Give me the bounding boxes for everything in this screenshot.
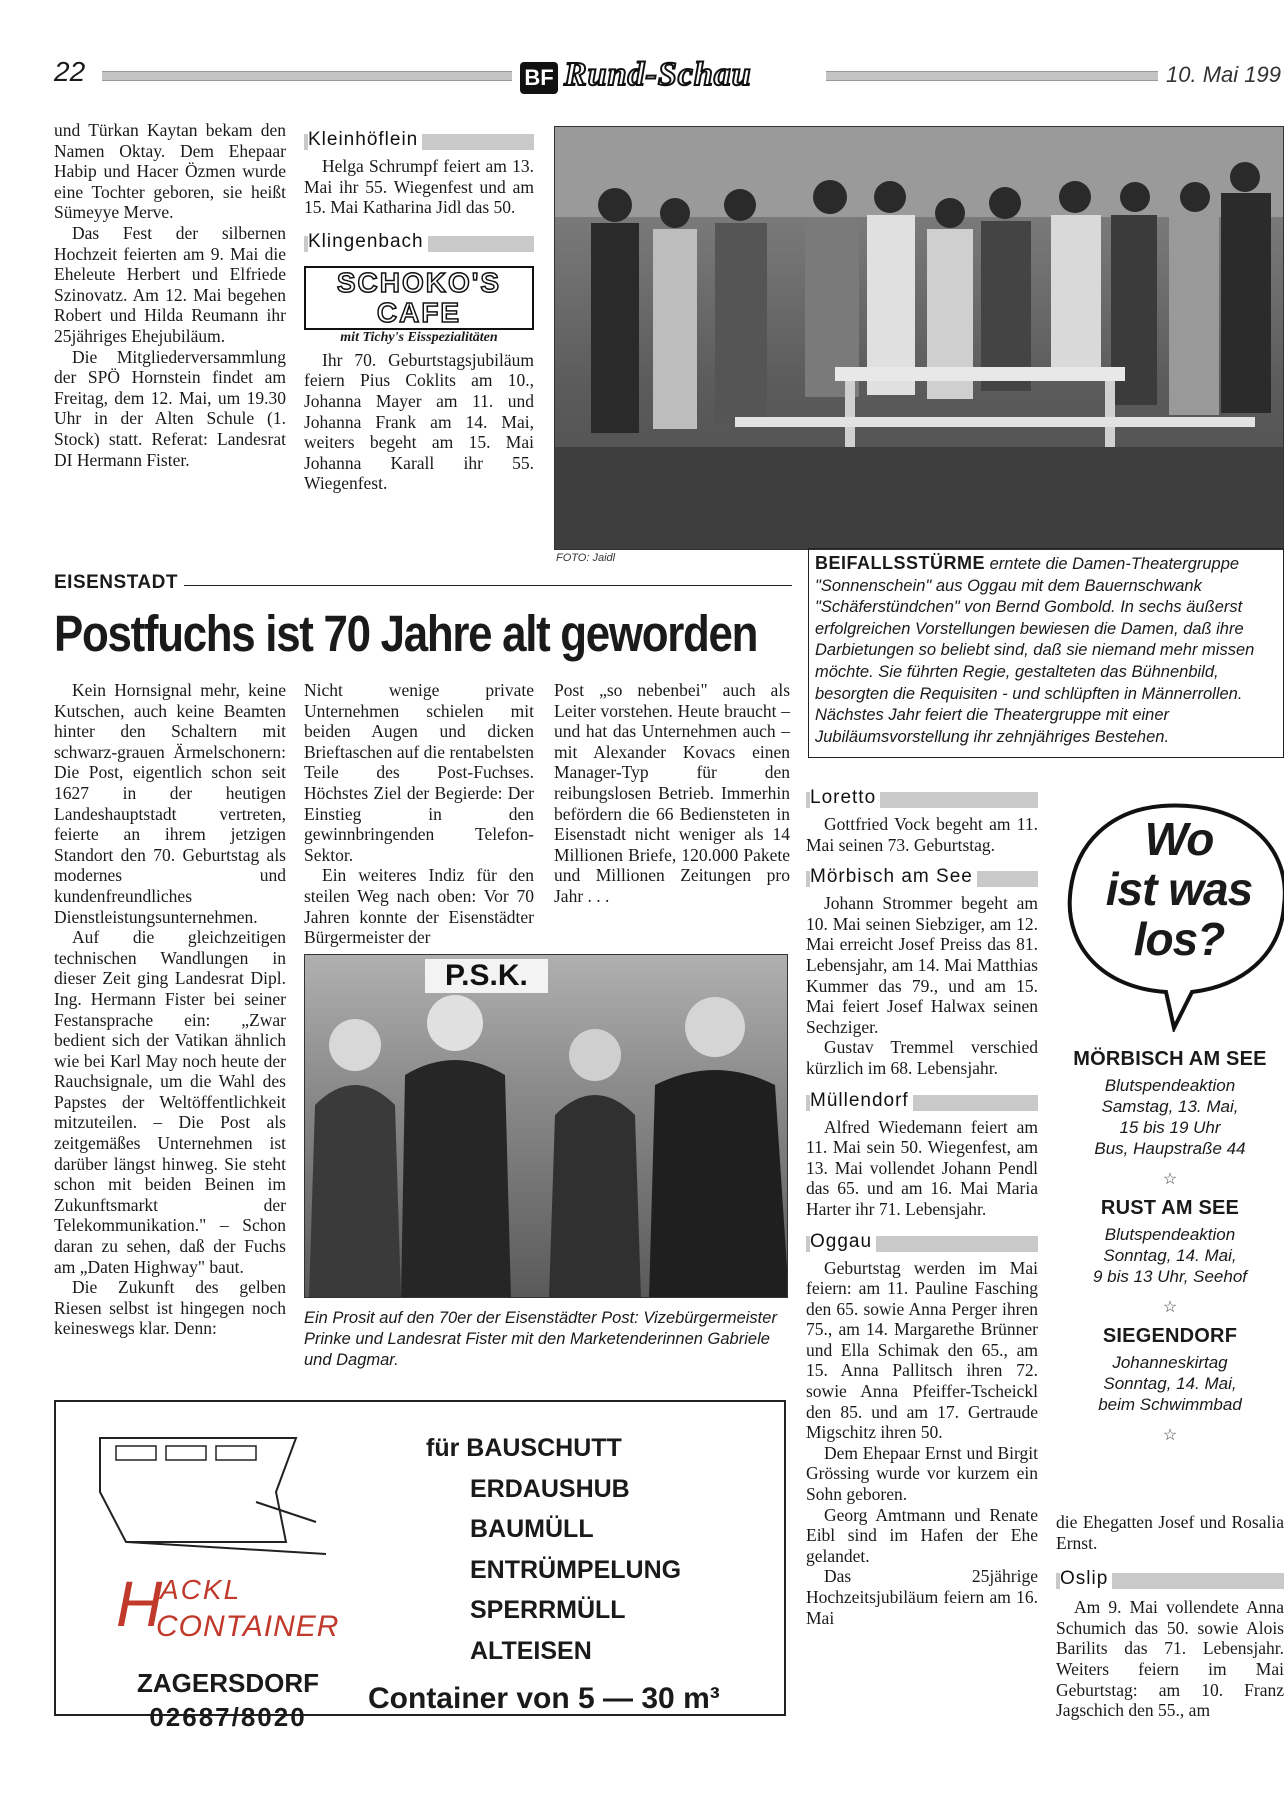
paragraph: Das 25jährige Hochzeitsjubiläum feiern am 16. Mai (806, 1566, 1038, 1628)
photo-sign: P.S.K. (425, 959, 548, 993)
paragraph: Alfred Wiedemann feiert am 11. Mai sein 50. Wiegenfest, am 13. Mai vollendet Johann Pendl das 65. und am 16. Mai Maria Harter ihr 71. Lebensjahr. (806, 1116, 1038, 1219)
paragraph: Gustav Tremmel verschied kürzlich im 68. Lebensjahr. (806, 1037, 1038, 1078)
article-col2 (304, 680, 534, 948)
paragraph: die Ehegatten Josef und Rosalia Ernst. (1056, 1512, 1284, 1553)
event-line: Sonntag, 14. Mai, (1103, 1246, 1237, 1265)
paragraph: Nicht wenige private Unternehmen schielen mit beiden Augen und dicken Brieftaschen auf die rentabelsten Teile des Post-Fuchses. Höchstes Ziel der Begierde: Der Einstieg in den gewinnbringenden Telefon-Sektor. (304, 680, 534, 865)
bf-logo: BF (520, 62, 558, 94)
page-number: 22 (54, 56, 86, 87)
paragraph: Gottfried Vock begeht am 11. Mai seinen 73. Geburtstag. (806, 814, 1038, 855)
article-kicker: EISENSTADT (54, 572, 184, 594)
star-separator-icon: ☆ (1162, 1171, 1178, 1188)
logo-line1: ACKL (160, 1574, 242, 1605)
section-heading-moerbisch: Mörbisch am See (806, 865, 1038, 887)
event-item (1056, 1048, 1284, 1159)
kicker-rule (160, 585, 792, 586)
theater-caption (815, 553, 1277, 748)
event-line: Johanneskirtag (1112, 1353, 1228, 1372)
service-item: ERDAUSHUB (470, 1474, 630, 1503)
paragraph: Post „so nebenbei" auch als Leiter vorstehen. Heute braucht – und hat das Unternehmen auch – mit Alexander Kovacs einen Manager-Typ für den reibungslosen Betrieb. Immerhin befördern die 66 Bediensteten in Eisenstadt nicht weniger als 14 Millionen Briefe, 120.000 Pakete und Millionen Zeitungen pro Jahr . . . (554, 680, 790, 906)
bubble-text (1076, 814, 1282, 964)
paragraph: Die Zukunft des gelben Riesen selbst ist hingegen noch keineswegs klar. Denn: (54, 1277, 286, 1339)
issue-date: 10. Mai 199 (1166, 62, 1281, 87)
ad-title: SCHOKO'S CAFE (336, 266, 502, 328)
paragraph: Geburtstag werden im Mai feiern: am 11. Pauline Fasching den 65. sowie Anna Perger ihren 75., am 14. Margarethe Brünner und Ella Schimak den 65., am 15. Anna Pallitsch ihren 72. sowie Anna Pfeiffer-Tscheickl den 85. und am 17. Gertraude Migschitz ihren 50. (806, 1257, 1038, 1443)
paragraph: Kein Hornsignal mehr, keine Kutschen, auch keine Beamten hinter den Schaltern mit schwarz-grauen Ärmelschonern: Die Post, eigentlich schon seit 1627 in der heutigen Landeshauptstadt vertreten, feierte an ihrem jetzigen Standort den 70. Geburtstag als modernes und kundenfreundliches Dienstleistungsunternehmen. (54, 680, 286, 927)
event-line: Blutspendeaktion (1104, 1225, 1236, 1244)
hackl-logo (116, 1568, 366, 1652)
paragraph: Auf die gleichzeitigen technischen Wandlungen in dieser Zeit ging Landesrat Dipl. Ing. Hermann Fister bei seiner Festansprache ein: „Zwar bedient sich der Vatikan ähnlich wie bei Karl May noch heute der Rauchsignale, um die Wahl des Papstes der Weltöffentlichkeit mitzuteilen. – Die Post als zeitgemäßes Unternehmen ist darüber längst hinweg. Sie steht schon mit beiden Beinen im Zukunftsmarkt der Telekommunikation." – Schon daran zu sehen, daß der Fuchs am „Daten Highway" baut. (54, 927, 286, 1277)
logo-initial: H (116, 1568, 163, 1640)
service-item: für BAUSCHUTT (426, 1434, 622, 1462)
service-item: BAUMÜLL (470, 1515, 594, 1543)
paragraph: und Türkan Kaytan bekam den Namen Oktay. Dem Ehepaar Habip und Hacer Özmen wurde eine Tochter geboren, sie heißt Sümeyye Merve. (54, 120, 286, 223)
schoko-cafe-ad (304, 266, 534, 345)
post-photo-caption: Ein Prosit auf den 70er der Eisenstädter Post: Vizebürgermeister Prinke und Landesrat Fister mit den Marketenderinnen Gabriele und Dagmar. (304, 1309, 777, 1369)
star-separator-icon: ☆ (1162, 1427, 1178, 1444)
article-col3 (554, 680, 790, 907)
event-line: Blutspendeaktion (1104, 1076, 1236, 1095)
event-item (1056, 1325, 1284, 1415)
ad-subtitle: mit Tichy's Eisspezialitäten (340, 329, 498, 345)
event-line: Bus, Haupstraße 44 (1094, 1139, 1246, 1158)
caption-lead: BEIFALLSSTÜRME (815, 553, 986, 573)
masthead-logo (520, 58, 820, 100)
container-truck-icon (96, 1432, 336, 1562)
service-item: ENTRÜMPELUNG (470, 1555, 682, 1584)
ad-services (426, 1428, 681, 1671)
bubble-line: ist was (1105, 863, 1253, 915)
section-heading-muellendorf: Müllendorf (806, 1089, 1038, 1111)
hackl-container-ad (54, 1400, 786, 1732)
event-place: RUST AM SEE (1100, 1197, 1240, 1219)
event-line: Sonntag, 14. Mai, (1103, 1374, 1237, 1393)
post-anniversary-photo (304, 954, 788, 1298)
service-item: SPERRMÜLL (470, 1596, 626, 1624)
wo-ist-was-los-bubble (1062, 796, 1284, 1032)
event-line: 9 bis 13 Uhr, Seehof (1092, 1267, 1248, 1286)
article-headline: Postfuchs ist 70 Jahre alt geworden (54, 605, 758, 662)
section-name: Rund-Schau (564, 56, 752, 93)
masthead-rule-right (826, 71, 1158, 81)
service-item: ALTEISEN (470, 1636, 592, 1665)
col5-tail (1056, 1512, 1284, 1721)
masthead-rule-left (102, 71, 512, 81)
logo-line2: CONTAINER (156, 1610, 340, 1643)
paragraph: Das Fest der silbernen Hochzeit feierten am 9. Mai die Eheleute Herbert und Elfriede Szinovatz. Am 12. Mai begehen Robert und Hilda Reumann ihr 25jähriges Ehejubiläum. (54, 222, 286, 346)
bubble-line: los? (1133, 913, 1225, 965)
section-heading-klingenbach: Klingenbach (304, 230, 534, 252)
section-heading-loretto: Loretto (806, 786, 1038, 808)
paragraph: Helga Schrumpf feiert am 13. Mai ihr 55. Wiegenfest und am 15. Mai Katharina Jidl das 50. (304, 156, 534, 218)
bubble-line: Wo (1144, 813, 1214, 865)
ad-phone: 02687/8020 (149, 1702, 307, 1732)
theater-photo-illustration (555, 127, 1284, 550)
event-line: Samstag, 13. Mai, (1101, 1097, 1239, 1116)
event-item (1056, 1197, 1284, 1287)
post-photo-illustration (305, 955, 788, 1298)
event-place: SIEGENDORF (1102, 1325, 1238, 1347)
photo-credit: FOTO: Jaidl (556, 552, 616, 564)
section-heading-oggau: Oggau (806, 1230, 1038, 1252)
article-col1 (54, 680, 286, 1339)
section-heading-oslip: Oslip (1056, 1567, 1284, 1589)
paragraph: Georg Amtmann und Renate Eibl sind im Hafen der Ehe gelandet. (806, 1504, 1038, 1566)
col2-top (304, 128, 534, 494)
section-heading-kleinhoflein: Kleinhöflein (304, 128, 534, 150)
paragraph: Die Mitgliederversammlung der SPÖ Hornstein findet am Freitag, dem 12. Mai, um 19.30 Uhr in der Alten Schule (1. Stock) statt. Referat: Landesrat DI Hermann Fister. (54, 346, 286, 470)
events-list (1056, 1048, 1284, 1445)
ad-town: ZAGERSDORF (137, 1668, 319, 1698)
paragraph: Ein weiteres Indiz für den steilen Weg nach oben: Vor 70 Jahren konnte der Eisenstädter Bürgermeister der (304, 865, 534, 948)
ad-container-size: Container von 5 — 30 m³ (368, 1682, 720, 1715)
col4-local-news (806, 786, 1038, 1628)
paragraph: Am 9. Mai vollendete Anna Schumich das 50. sowie Alois Barilits das 71. Lebensjahr. Weiters feiern im Mai Geburtstag: am 10. Franz Jagschich den 55., am (1056, 1597, 1284, 1721)
theater-group-photo (554, 126, 1284, 550)
star-separator-icon: ☆ (1162, 1299, 1178, 1316)
caption-text: erntete die Damen-Theatergruppe "Sonnenschein" aus Oggau mit dem Bauernschwank "Schäferstündchen" von Bernd Gombold. In sechs äußerst erfolgreichen Vorstellungen bewiesen die Damen, daß ihre Darbietungen so beliebt sind, daß sie niemand mehr missen möchte. Sie führten Regie, gestalteten das Bühnenbild, besorgten die Requisiten - und schlüpften in Männerrollen. Nächstes Jahr feiert die Theatergruppe mit einer Jubiläumsvorstellung ihr zehnjähriges Bestehen. (815, 555, 1255, 746)
event-line: beim Schwimmbad (1098, 1395, 1242, 1414)
event-place: MÖRBISCH AM SEE (1073, 1048, 1267, 1070)
theater-caption-box (808, 548, 1284, 758)
col1-top (54, 120, 286, 470)
paragraph: Johann Strommer begeht am 10. Mai seinen Siebziger, am 12. Mai erreicht Josef Preiss das 81. Lebensjahr, am 14. Mai Matthias Kummer das 79., und am 15. Mai feiert Josef Halwax seinen Sechziger. (806, 893, 1038, 1037)
paragraph: Ihr 70. Geburtstagsjubiläum feiern Pius Coklits am 10., Johanna Mayer am 11. und Johanna Frank am 14. Mai, weiters begeht am 15. Mai Johanna Karall ihr 55. Wiegenfest. (304, 349, 534, 494)
event-line: 15 bis 19 Uhr (1119, 1118, 1221, 1137)
paragraph: Dem Ehepaar Ernst und Birgit Grössing wurde vor kurzem ein Sohn geboren. (806, 1442, 1038, 1505)
